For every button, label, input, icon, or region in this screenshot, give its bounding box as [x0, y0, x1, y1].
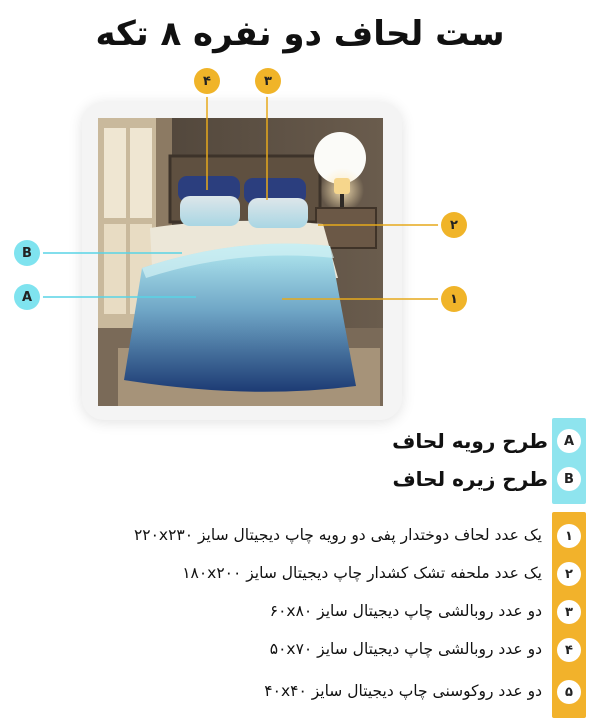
- callout-badge-2: ۲: [441, 212, 467, 238]
- piece-number-4: ۴: [557, 638, 581, 662]
- callout-badge-3: ۳: [255, 68, 281, 94]
- piece-item-3: دو عدد روبالشی چاپ دیجیتال سایز ۶۰x۸۰: [269, 602, 542, 620]
- piece-number-1: ۱: [557, 524, 581, 548]
- piece-item-1: یک عدد لحاف دوختدار پفی دو رویه چاپ دیجیتال سایز ۲۲۰x۲۳۰: [133, 526, 542, 544]
- design-letter-a: A: [557, 429, 581, 453]
- design-bottom-label: طرح زیره لحاف: [392, 467, 548, 491]
- callout-badge-4: ۴: [194, 68, 220, 94]
- piece-number-3: ۳: [557, 600, 581, 624]
- design-letter-b: B: [557, 467, 581, 491]
- bedroom-product-image: [98, 118, 383, 406]
- piece-item-2: یک عدد ملحفه تشک کشدار چاپ دیجیتال سایز ۱۸۰x۲۰۰: [182, 564, 542, 582]
- page-title: ست لحاف دو نفره ۸ تکه: [95, 14, 505, 54]
- callout-badge-a: A: [14, 284, 40, 310]
- piece-item-5: دو عدد روکوسنی چاپ دیجیتال سایز ۴۰x۴۰: [264, 682, 542, 700]
- callout-badge-1: ۱: [441, 286, 467, 312]
- design-top-label: طرح رویه لحاف: [392, 429, 548, 453]
- piece-number-5: ۵: [557, 680, 581, 704]
- piece-item-4: دو عدد روبالشی چاپ دیجیتال سایز ۵۰x۷۰: [269, 640, 542, 658]
- callout-badge-b: B: [14, 240, 40, 266]
- piece-number-2: ۲: [557, 562, 581, 586]
